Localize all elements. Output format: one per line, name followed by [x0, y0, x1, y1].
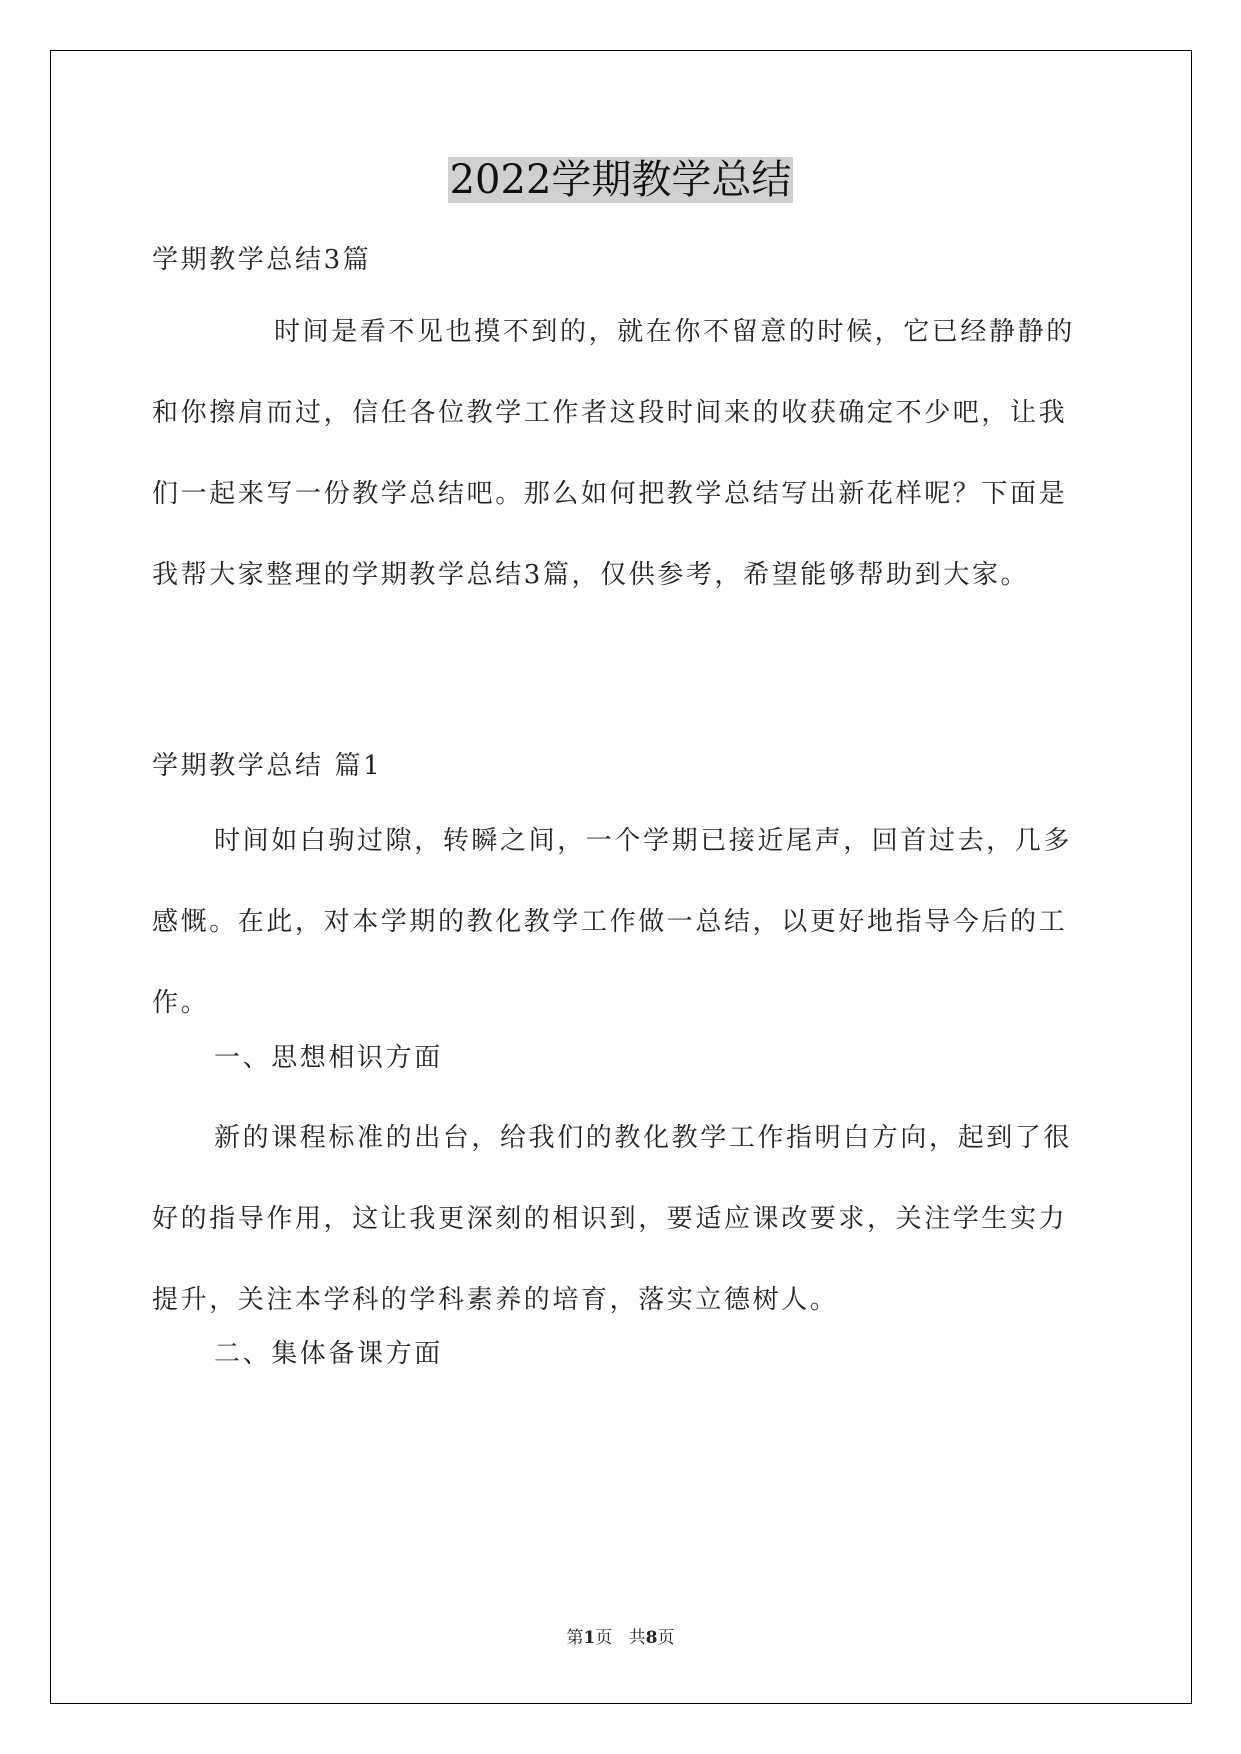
- subheading-2: 二、集体备课方面: [214, 1339, 443, 1369]
- footer-total-prefix: 共: [628, 1628, 646, 1648]
- subheading-1: 一、思想相识方面: [214, 1043, 443, 1073]
- footer-total-number: 8: [645, 1628, 658, 1648]
- paragraph-1: 时间如白驹过隙，转瞬之间，一个学期已接近尾声，回首过去，几多感慨。在此，对本学期的教化教学工作做一总结，以更好地指导今后的工作。: [152, 826, 1073, 1018]
- document-title: [0, 154, 1241, 206]
- document-title-text: 2022学期教学总结: [449, 157, 792, 203]
- page-footer: [0, 1626, 1241, 1650]
- section1-heading: 学期教学总结 篇1: [152, 751, 383, 781]
- document-subtitle: 学期教学总结3篇: [152, 245, 372, 275]
- footer-page-prefix: 第: [566, 1628, 584, 1648]
- paragraph-2: 新的课程标准的出台，给我们的教化教学工作指明白方向，起到了很好的指导作用，这让我更深刻的相识到，要适应课改要求，关注学生实力提升，关注本学科的学科素养的培育，落实立德树人。: [152, 1123, 1073, 1315]
- footer-page-suffix: 页: [595, 1628, 613, 1648]
- footer-total-suffix: 页: [657, 1628, 675, 1648]
- footer-page-number: 1: [583, 1628, 596, 1648]
- intro-paragraph: 时间是看不见也摸不到的，就在你不留意的时候，它已经静静的和你擦肩而过，信任各位教学工作者这段时间来的收获确定不少吧，让我们一起来写一份教学总结吧。那么如何把教学总结写出新花样呢？下面是我帮大家整理的学期教学总结3篇，仅供参考，希望能够帮助到大家。: [152, 317, 1075, 590]
